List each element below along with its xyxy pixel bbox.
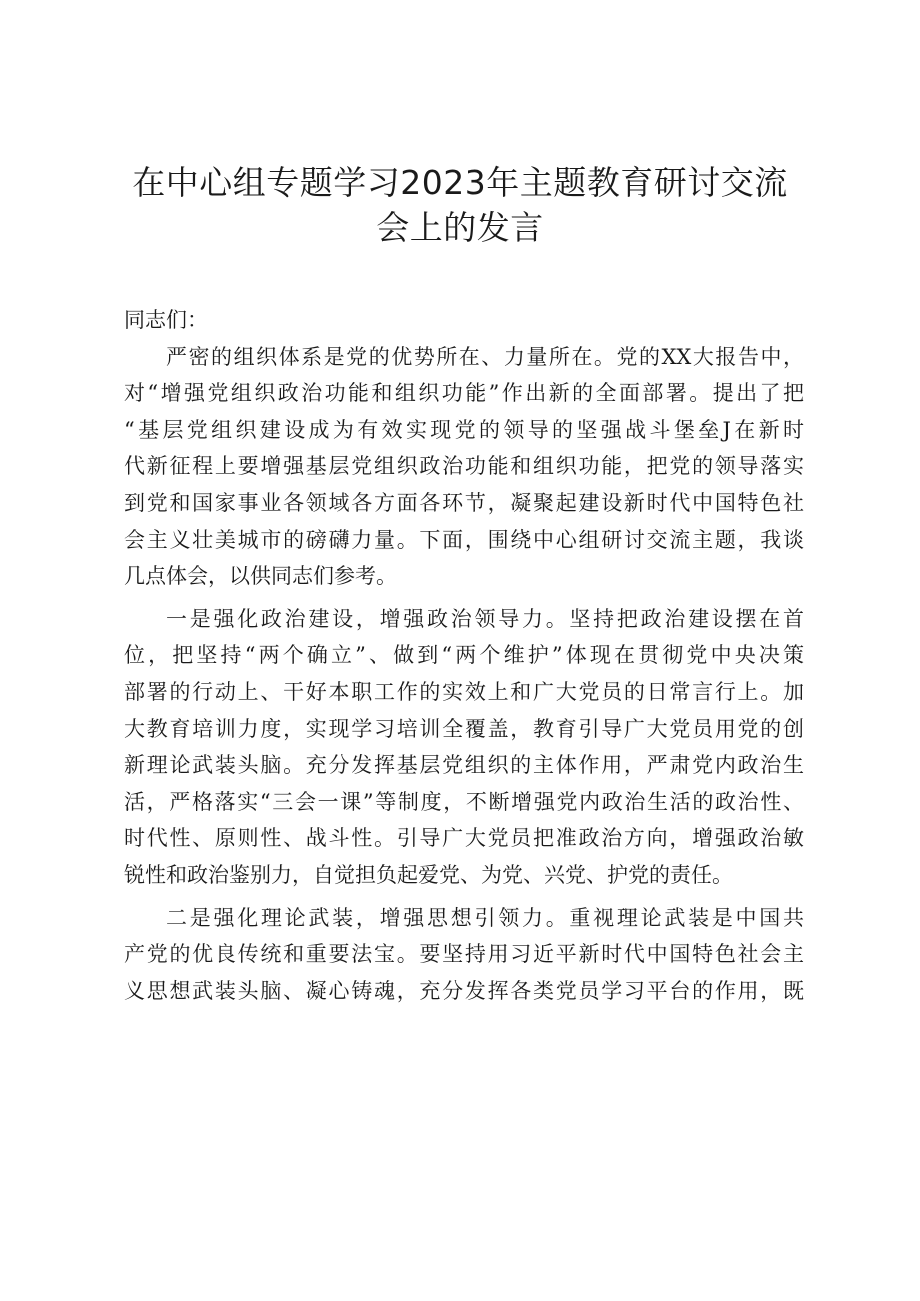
paragraph-line: 时代性、原则性、战斗性。引导广大党员把准政治方向，增强政治敏 <box>124 826 804 851</box>
paragraph-2 <box>124 601 804 894</box>
paragraph-line: 会主义壮美城市的磅礴力量。下面，围绕中心组研讨交流主题，我谈 <box>124 527 804 552</box>
paragraph-line: 严密的组织体系是党的优势所在、力量所在。党的XX大报告中， <box>166 344 804 369</box>
paragraph-line: 对“增强党组织政治功能和组织功能”作出新的全面部署。提出了把 <box>124 381 804 406</box>
paragraph-line: 到党和国家事业各领域各方面各环节，凝聚起建设新时代中国特色社 <box>124 490 804 515</box>
paragraph-line: 一是强化政治建设，增强政治领导力。坚持把政治建设摆在首 <box>166 606 804 631</box>
document-title <box>110 160 810 250</box>
paragraph-line: 活，严格落实“三会一课”等制度，不断增强党内政治生活的政治性、 <box>124 789 804 814</box>
paragraph-line: 义思想武装头脑、凝心铸魂，充分发挥各类党员学习平台的作用，既 <box>124 978 804 1003</box>
paragraph-line: “基层党组织建设成为有效实现党的领导的坚强战斗堡垒J在新时 <box>124 417 804 442</box>
paragraph-line: 几点体会，以供同志们参考。 <box>124 564 397 589</box>
paragraph-line: 锐性和政治鉴别力，自觉担负起爱党、为党、兴党、护党的责任。 <box>124 862 733 887</box>
paragraph-line: 新理论武装头脑。充分发挥基层党组织的主体作用，严肃党内政治生 <box>124 753 804 778</box>
paragraph-line: 代新征程上要增强基层党组织政治功能和组织功能，把党的领导落实 <box>124 454 804 479</box>
document-body <box>124 302 804 1009</box>
paragraph-line: 位，把坚持“两个确立”、做到“两个维护”体现在贯彻党中央决策 <box>124 643 804 668</box>
title-line-1: 在中心组专题学习2023年主题教育研讨交流 <box>132 163 788 202</box>
paragraph-line: 部署的行动上、干好本职工作的实效上和广大党员的日常言行上。加 <box>124 679 804 704</box>
paragraph-line: 产党的优良传统和重要法宝。要坚持用习近平新时代中国特色社会主 <box>124 942 804 967</box>
title-line-2: 会上的发言 <box>376 208 544 247</box>
paragraph-1 <box>124 339 804 595</box>
paragraph-3 <box>124 900 804 1010</box>
paragraph-line: 二是强化理论武装，增强思想引领力。重视理论武装是中国共 <box>166 905 804 930</box>
paragraph-line: 大教育培训力度，实现学习培训全覆盖，教育引导广大党员用党的创 <box>124 716 804 741</box>
salutation: 同志们： <box>124 308 208 332</box>
